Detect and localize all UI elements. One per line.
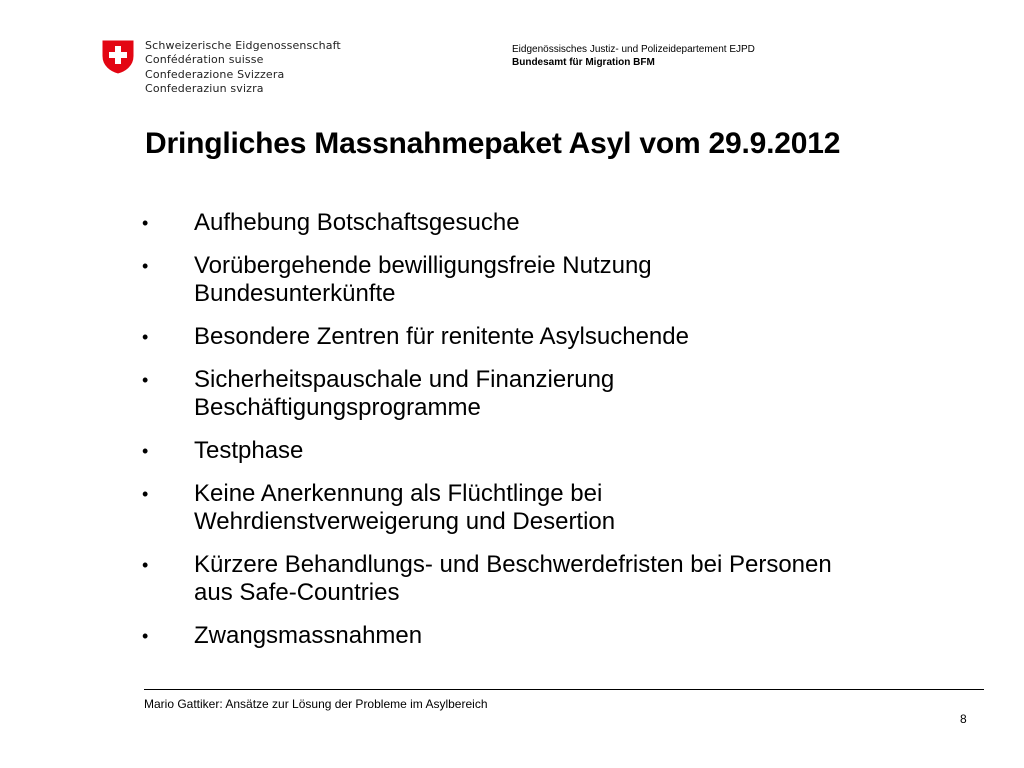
bullet-dot-icon: • (142, 370, 149, 390)
bullet-item (140, 209, 980, 237)
bullet-text-line: aus Safe-Countries (194, 579, 400, 606)
department-name: Eidgenössisches Justiz- und Polizeidepartement EJPD (512, 44, 755, 55)
footer-divider (144, 689, 984, 690)
bullet-dot-icon: • (142, 555, 149, 575)
bullet-dot-icon: • (142, 213, 149, 233)
swiss-coat-of-arms-icon (101, 39, 135, 75)
org-name-rm: Confederaziun svizra (145, 81, 264, 95)
bullet-item (140, 622, 980, 650)
bullet-dot-icon: • (142, 441, 149, 461)
office-name: Bundesamt für Migration BFM (512, 57, 655, 68)
org-name-de: Schweizerische Eidgenossenschaft (145, 39, 341, 52)
bullet-dot-icon: • (142, 327, 149, 347)
bullet-text-line: Kürzere Behandlungs- und Beschwerdefristen bei Personen (194, 551, 832, 578)
bullet-text-line: Zwangsmassnahmen (194, 622, 423, 649)
bullet-text-line: Sicherheitspauschale und Finanzierung (194, 366, 615, 393)
bullet-dot-icon: • (142, 484, 149, 504)
bullet-item (140, 366, 980, 422)
slide-title: Dringliches Massnahmepaket Asyl vom 29.9.2012 (145, 127, 841, 160)
org-name-it: Confederazione Svizzera (145, 67, 285, 81)
bullet-list (140, 209, 980, 665)
bullet-dot-icon: • (142, 256, 149, 276)
footer-text: Mario Gattiker: Ansätze zur Lösung der Probleme im Asylbereich (144, 697, 488, 711)
bullet-text-line: Aufhebung Botschaftsgesuche (194, 209, 520, 236)
swiss-shield-graphic (101, 39, 135, 75)
bullet-item (140, 480, 980, 536)
bullet-text-line: Beschäftigungsprogramme (194, 394, 481, 421)
department-block (512, 43, 755, 69)
bullet-text-line: Keine Anerkennung als Flüchtlinge bei (194, 480, 603, 507)
bullet-item (140, 323, 980, 351)
bullet-dot-icon: • (142, 626, 149, 646)
org-name-fr: Confédération suisse (145, 53, 264, 67)
bullet-item (140, 437, 980, 465)
page-number: 8 (960, 712, 967, 726)
bullet-text-line: Vorübergehende bewilligungsfreie Nutzung (194, 252, 652, 279)
bullet-text-line: Testphase (194, 437, 304, 464)
bullet-text-line: Wehrdienstverweigerung und Desertion (194, 508, 616, 535)
bullet-text-line: Besondere Zentren für renitente Asylsuchende (194, 323, 689, 350)
bullet-item (140, 551, 980, 607)
bullet-item (140, 252, 980, 308)
bullet-text-line: Bundesunterkünfte (194, 280, 396, 307)
confederation-names (145, 39, 341, 96)
